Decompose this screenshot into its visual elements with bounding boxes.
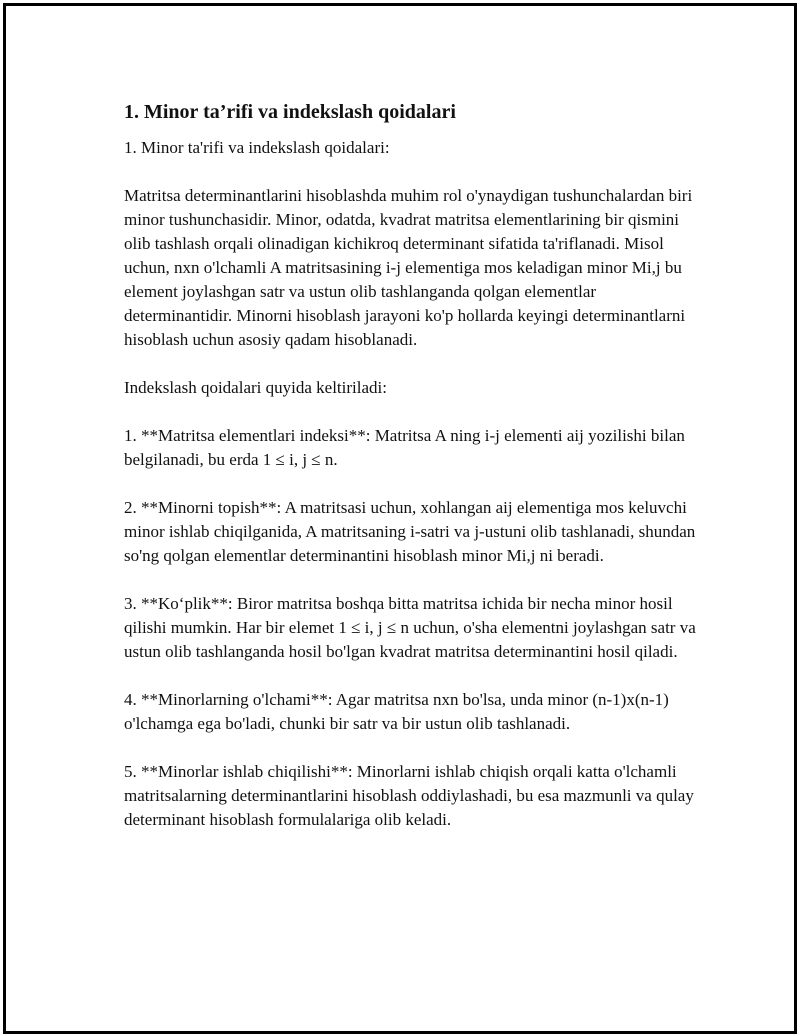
paragraph-rule-1: 1. **Matritsa elementlari indeksi**: Matritsa A ning i-j elementi aij yozilishi bilan belgilanadi, bu erda 1 ≤ i, j ≤ n. <box>124 426 685 469</box>
paragraph-rules-intro: Indekslash qoidalari quyida keltiriladi: <box>124 378 387 397</box>
paragraph-rule-3: 3. **Ko‘plik**: Biror matritsa boshqa bitta matritsa ichida bir necha minor hosil qilishi mumkin. Har bir elemet 1 ≤ i, j ≤ n uchun, o'sha elementni joylashgan satr va ustun olib tashlanganda hosil bo'lgan kvadrat matritsa determinantini hosil qiladi. <box>124 594 696 661</box>
section-heading: 1. Minor ta’rifi va indekslash qoidalari <box>124 101 456 123</box>
paragraph-rule-2: 2. **Minorni topish**: A matritsasi uchun, xohlangan aij elementiga mos keluvchi minor ishlab chiqilganida, A matritsaning i-satri va j-ustuni olib tashlanadi, shundan so'ng qolgan elementlar determinantini hisoblash minor Mi,j ni beradi. <box>124 498 696 565</box>
paragraph-rule-4: 4. **Minorlarning o'lchami**: Agar matritsa nxn bo'lsa, unda minor (n-1)x(n-1) o'lchamga ega bo'ladi, chunki bir satr va bir ustun olib tashlanadi. <box>124 690 669 733</box>
paragraph-definition: Matritsa determinantlarini hisoblashda muhim rol o'ynaydigan tushunchalardan biri minor tushunchasidir. Minor, odatda, kvadrat matritsa elementlarining bir qismini olib tashlash orqali olinadigan kichikroq determinant sifatida ta'riflanadi. Misol uchun, nxn o'lchamli A matritsasining i-j elementiga mos keladigan minor Mi,j bu element joylashgan satr va ustun olib tashlanganda qolgan elementlar determinantidir. Minorni hisoblash jarayoni ko'p hollarda keyingi determinantlarni hisoblash uchun asosiy qadam hisoblanadi. <box>124 186 693 349</box>
paragraph-subtitle: 1. Minor ta'rifi va indekslash qoidalari: <box>124 138 390 157</box>
paragraph-rule-5: 5. **Minorlar ishlab chiqilishi**: Minorlarni ishlab chiqish orqali katta o'lchamli matritsalarning determinantlarini hisoblash oddiylashadi, bu esa mazmunli va qulay determinant hisoblash formulalariga olib keladi. <box>124 762 694 829</box>
document-body <box>124 98 704 856</box>
page-frame <box>3 3 797 1034</box>
